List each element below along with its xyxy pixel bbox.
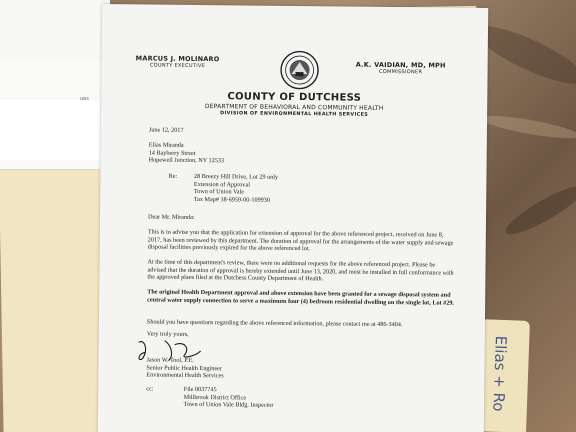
salutation: Dear Mr. Miranda: xyxy=(147,213,195,221)
subject-block xyxy=(168,173,456,206)
sheet-edge-label: ues xyxy=(80,96,89,102)
closing: Very truly yours, xyxy=(146,330,189,338)
commissioner-name: A.K. VAIDIAN, MD, MPH xyxy=(355,60,446,70)
letter-page xyxy=(98,4,488,432)
county-executive-name: MARCUS J. MOLINARO xyxy=(135,54,220,64)
county-executive-role: COUNTY EXECUTIVE xyxy=(149,62,206,70)
signer-title: Senior Public Health Engineer xyxy=(146,364,222,372)
department-name: DEPARTMENT OF BEHAVIORAL AND COMMUNITY HEALTH xyxy=(204,103,384,112)
marble-vein xyxy=(501,179,576,241)
address-line: Elias Miranda xyxy=(148,141,184,149)
subject-label: Re: xyxy=(168,172,178,180)
paragraph-extension: At the time of this department's review, there were no additional requests for the above referenced project. Please be advised that the duration of approval is hereby extended until June 13, 2020, and must be installed in full conformance with the approved plans filed at the Dutchess County Department of Health. xyxy=(147,258,454,283)
letterhead-right xyxy=(356,61,446,76)
cc-line: Millbrook District Office xyxy=(183,393,247,402)
paragraph-approval-terms: The original Health Department approval and above extension have been granted for a sewage disposal system and central water supply connection to serve a maximum four (4) bedroom residential dwelling on the single lot, Lot #29. xyxy=(147,288,455,307)
cc-label: cc: xyxy=(146,385,154,393)
address-line: Hopewell Junction, NY 12533 xyxy=(148,156,225,165)
signer-name: Jason W. Tool, P.E. xyxy=(146,356,194,364)
recipient-address xyxy=(149,141,457,167)
division-name: DIVISION OF ENVIRONMENTAL HEALTH SERVICES xyxy=(220,111,369,118)
cc-block xyxy=(146,385,454,411)
subject-line: Extension of Approval xyxy=(193,180,250,189)
letter-date: June 12, 2017 xyxy=(148,126,184,134)
signer-block xyxy=(146,356,454,382)
subject-lines xyxy=(194,173,278,204)
subject-line: Town of Union Vale xyxy=(193,188,245,196)
commissioner-role: COMMISSIONER xyxy=(378,68,423,76)
cc-line: Town of Union Vale Bldg. Inspector xyxy=(183,401,274,409)
cc-line: File 0037745 xyxy=(183,385,217,394)
subject-line: 28 Breezy Hill Drive, Lot 29 only xyxy=(193,172,279,181)
letterhead-left xyxy=(136,54,220,69)
organization-block xyxy=(101,90,487,119)
cc-lines xyxy=(184,386,274,410)
signer-unit: Environmental Health Services xyxy=(146,371,224,380)
paragraph-contact: Should you have questions regarding the above referenced information, please contact me at 486-3404. xyxy=(146,318,403,329)
folder-tab-label: Elias + Ro xyxy=(489,335,510,412)
paragraph-review: This is to advise you that the application for extension of approval for the above referenced project, received on June 8, 2017, has been reviewed by this department. The duration of approval for the arrangements of the water supply and sewage disposal facilities previously expired for the above referenced lot. xyxy=(147,228,454,253)
organization-name: COUNTY OF DUTCHESS xyxy=(227,91,362,104)
background-sheet xyxy=(0,100,100,160)
marble-vein xyxy=(480,111,576,142)
county-seal-icon xyxy=(279,50,319,90)
subject-line: Tax Map# 18-6959-00-109930 xyxy=(193,195,271,204)
address-line: 14 Bayberry Street xyxy=(148,149,196,157)
